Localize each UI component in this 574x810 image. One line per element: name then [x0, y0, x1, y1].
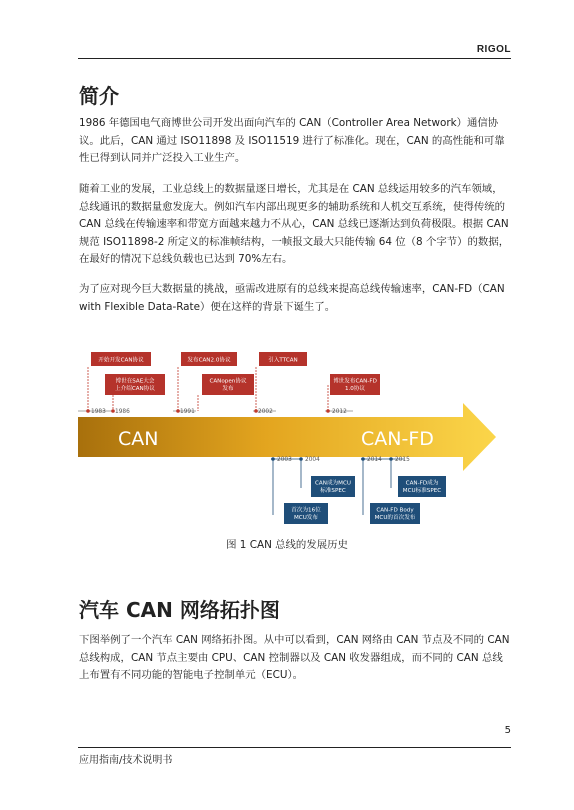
- event-label: [291, 506, 321, 522]
- brand-logo: RIGOL: [476, 44, 511, 55]
- year-label: 2003: [277, 457, 292, 463]
- event-label-part: MCU发布: [293, 515, 319, 521]
- header-rule: [78, 58, 511, 59]
- event-label: [403, 479, 441, 495]
- year-label: 2014: [367, 457, 382, 463]
- paragraph-3: 为了应对现今巨大数据量的挑战，亟需改进原有的总线来提高总线传输速率，CAN-FD（CAN with Flexible Data-Rate）便在这样的背景下诞生了。: [79, 283, 505, 313]
- year-label: 2012: [332, 409, 347, 415]
- event-label: 开始开发CAN协议: [98, 357, 144, 364]
- year-label: 2002: [258, 409, 273, 415]
- event-label: 发布CAN2.0协议: [187, 357, 231, 364]
- event-label-part: MCU标准SPEC: [402, 488, 442, 494]
- year-label: 1991: [180, 409, 195, 415]
- event-label: 引入TTCAN: [268, 357, 298, 364]
- year-label: 1983: [91, 409, 106, 415]
- event-label-part: 博世发布CAN-FD: [333, 378, 377, 385]
- event-label-part: CAN成为MCU: [315, 480, 351, 487]
- section-title-intro: 简介: [79, 84, 119, 108]
- event-label: [315, 479, 351, 495]
- page-number: 5: [504, 725, 511, 736]
- arrow-label-can: CAN: [118, 428, 159, 450]
- year-label: 1986: [115, 409, 130, 415]
- event-label-part: MCU的首次发布: [374, 515, 416, 521]
- event-label-part: 首次为16位: [291, 507, 321, 514]
- footer-doc-type: 应用指南/技术说明书: [79, 755, 173, 766]
- section-title-topology: 汽车 CAN 网络拓扑图: [79, 598, 280, 622]
- event-label: [115, 377, 155, 393]
- paragraph-topology: 下图举例了一个汽车 CAN 网络拓扑图。从中可以看到，CAN 网络由 CAN 节点及不同的 CAN 总线构成，CAN 节点主要由 CPU、CAN 控制器以及 CAN 收发器组成，而不同的 CAN 总线上布置有不同功能的智能电子控制单元（ECU）。: [79, 634, 510, 682]
- paragraph-2: 随着工业的发展，工业总线上的数据量逐日增长，尤其是在 CAN 总线运用较多的汽车领域，总线通讯的数据量愈发庞大。例如汽车内部出现更多的辅助系统和人机交互系统，使得传统的 CAN 总线在传输速率和带宽方面越来越力不从心，CAN 总线已逐渐达到负荷极限。根据 CAN 规范 ISO11898-2 所定义的标准帧结构，一帧报文最大只能传输 64 位（8 个字节）的数据，在最好的情况下总线负载也已达到 70%左右。: [79, 183, 510, 266]
- year-label: 2004: [305, 457, 320, 463]
- event-label-part: CANopen协议: [209, 378, 247, 385]
- event-label-part: 1.0协议: [344, 386, 366, 392]
- footer-rule: [78, 747, 511, 748]
- event-label-part: 发布: [222, 386, 234, 392]
- figure-caption: 图 1 CAN 总线的发展历史: [226, 539, 348, 551]
- event-label-part: 博世在SAE大会: [115, 378, 155, 385]
- arrow-label-canfd: CAN-FD: [361, 428, 434, 450]
- event-label-part: 上介绍CAN协议: [115, 386, 155, 392]
- event-label: [375, 508, 416, 522]
- paragraph-1: 1986 年德国电气商博世公司开发出面向汽车的 CAN（Controller Area Network）通信协议。此后，CAN 通过 ISO11898 及 ISO11519 进行了标准化。现在，CAN 的高性能和可靠性已得到认同并广泛投入工业生产。: [79, 117, 505, 165]
- event-label-part: 标准SPEC: [320, 488, 346, 494]
- event-label-part: CAN-FD Body: [376, 507, 414, 514]
- can-history-figure: [78, 345, 496, 528]
- event-label-part: CAN-FD成为: [405, 480, 439, 487]
- year-label: 2015: [395, 457, 410, 463]
